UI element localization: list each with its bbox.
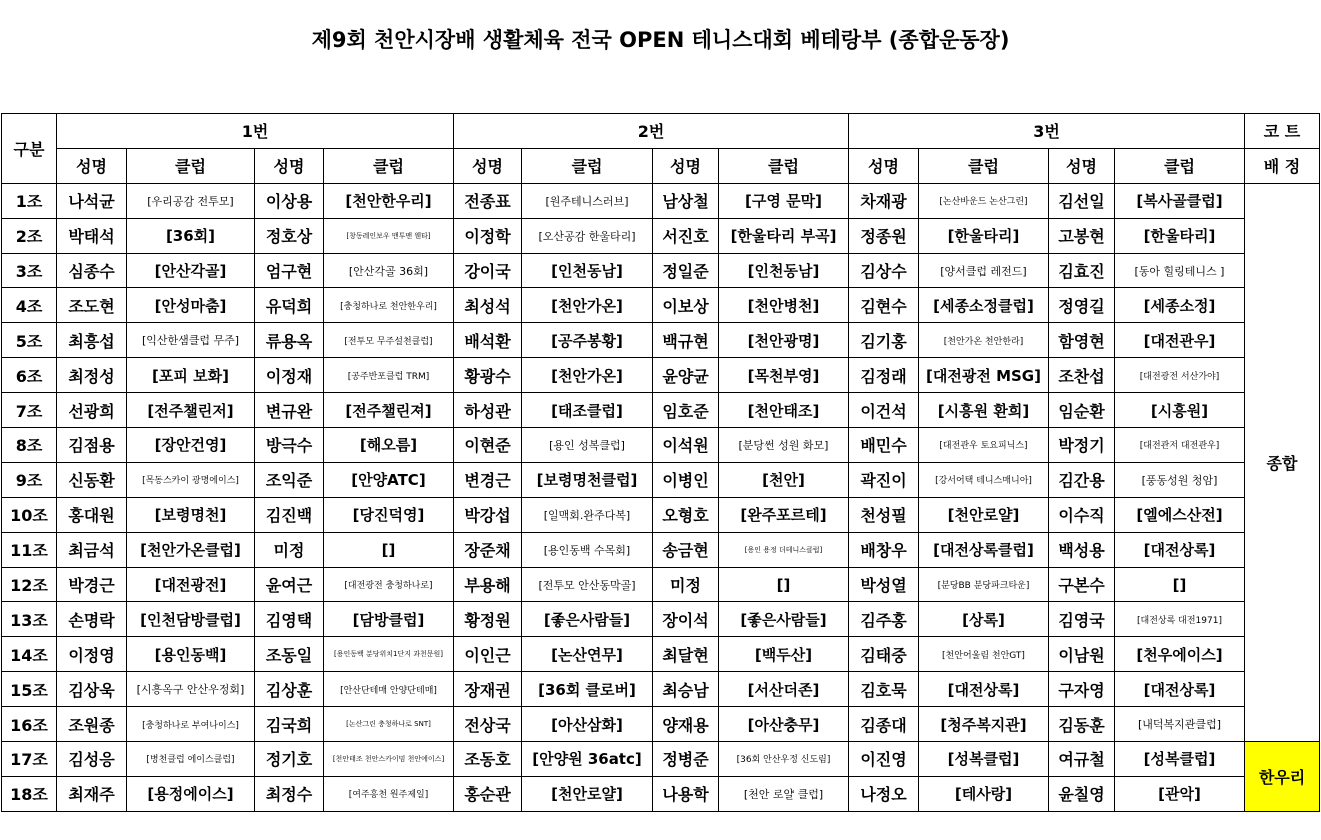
player-name: 김호묵 bbox=[849, 672, 919, 707]
player-name: 여규철 bbox=[1049, 742, 1115, 777]
player-club: [장안건영] bbox=[127, 428, 255, 463]
player-name: 변경근 bbox=[454, 462, 522, 497]
table-row bbox=[2, 532, 1320, 567]
table-row bbox=[2, 637, 1320, 672]
player-name: 정종원 bbox=[849, 218, 919, 253]
player-name: 조찬섭 bbox=[1049, 358, 1115, 393]
table-row bbox=[2, 567, 1320, 602]
player-club: [양서클럽 레전드] bbox=[919, 253, 1049, 288]
player-club: [시흥원] bbox=[1115, 393, 1245, 428]
player-name: 이정영 bbox=[57, 637, 127, 672]
player-name: 조동일 bbox=[255, 637, 324, 672]
player-name: 남상철 bbox=[653, 183, 719, 218]
table-row bbox=[2, 253, 1320, 288]
player-name: 배창우 bbox=[849, 532, 919, 567]
player-club: [완주포르테] bbox=[719, 497, 849, 532]
player-club: [전투모 안산동막골] bbox=[522, 567, 653, 602]
player-club: [담방클럽] bbox=[324, 602, 454, 637]
player-club: [천안병천] bbox=[719, 288, 849, 323]
court-header-sub: 배 정 bbox=[1245, 148, 1320, 183]
player-club: [논산바운드 논산그린] bbox=[919, 183, 1049, 218]
player-club: [대전관우 토요피닉스] bbox=[919, 428, 1049, 463]
club-header: 클럽 bbox=[919, 148, 1049, 183]
player-name: 정병준 bbox=[653, 742, 719, 777]
player-name: 황광수 bbox=[454, 358, 522, 393]
player-name: 나정오 bbox=[849, 776, 919, 811]
player-club: [세종소정클럽] bbox=[919, 288, 1049, 323]
player-name: 조익준 bbox=[255, 462, 324, 497]
player-name: 박성열 bbox=[849, 567, 919, 602]
bracket-table bbox=[1, 113, 1320, 812]
table-row bbox=[2, 358, 1320, 393]
player-name: 전상국 bbox=[454, 707, 522, 742]
player-name: 조원종 bbox=[57, 707, 127, 742]
slot-header-1: 1번 bbox=[57, 114, 454, 149]
player-name: 송금현 bbox=[653, 532, 719, 567]
player-name: 미정 bbox=[653, 567, 719, 602]
player-name: 양재용 bbox=[653, 707, 719, 742]
player-name: 김진백 bbox=[255, 497, 324, 532]
group-label: 4조 bbox=[2, 288, 57, 323]
player-club: [용정에이스] bbox=[127, 776, 255, 811]
player-name: 김태중 bbox=[849, 637, 919, 672]
player-club: [좋은사람들] bbox=[719, 602, 849, 637]
player-club: [상록] bbox=[919, 602, 1049, 637]
group-label: 11조 bbox=[2, 532, 57, 567]
player-club: [대전상록클럽] bbox=[919, 532, 1049, 567]
player-club: [천안] bbox=[719, 462, 849, 497]
court-assignment: 종합 bbox=[1245, 183, 1320, 741]
player-name: 정일준 bbox=[653, 253, 719, 288]
group-label: 1조 bbox=[2, 183, 57, 218]
player-name: 함영현 bbox=[1049, 323, 1115, 358]
table-row bbox=[2, 288, 1320, 323]
player-name: 홍순관 bbox=[454, 776, 522, 811]
player-name: 방극수 bbox=[255, 428, 324, 463]
group-label: 9조 bbox=[2, 462, 57, 497]
player-name: 나용학 bbox=[653, 776, 719, 811]
player-name: 심종수 bbox=[57, 253, 127, 288]
player-name: 김주홍 bbox=[849, 602, 919, 637]
player-club: [천안태조] bbox=[719, 393, 849, 428]
player-name: 나석균 bbox=[57, 183, 127, 218]
player-club: [아산충무] bbox=[719, 707, 849, 742]
player-name: 유덕희 bbox=[255, 288, 324, 323]
player-name: 백성용 bbox=[1049, 532, 1115, 567]
player-club: [용인 성복클럽] bbox=[522, 428, 653, 463]
table-row bbox=[2, 428, 1320, 463]
player-club: [천안가온클럽] bbox=[127, 532, 255, 567]
group-label: 5조 bbox=[2, 323, 57, 358]
player-club: [충청하나로 천안한우리] bbox=[324, 288, 454, 323]
table-row bbox=[2, 672, 1320, 707]
group-label: 14조 bbox=[2, 637, 57, 672]
player-name: 이건석 bbox=[849, 393, 919, 428]
player-club: [논산그린 충청하나로 SNT] bbox=[324, 707, 454, 742]
player-club: [36회 안산우정 신도림] bbox=[719, 742, 849, 777]
player-club: [청주복지관] bbox=[919, 707, 1049, 742]
player-club: [36회] bbox=[127, 218, 255, 253]
name-header: 성명 bbox=[849, 148, 919, 183]
player-club: [천안가온] bbox=[522, 288, 653, 323]
player-club: [대전관저 대전관우] bbox=[1115, 428, 1245, 463]
player-name: 홍대원 bbox=[57, 497, 127, 532]
group-label: 2조 bbox=[2, 218, 57, 253]
player-name: 배민수 bbox=[849, 428, 919, 463]
player-name: 구본수 bbox=[1049, 567, 1115, 602]
player-club: [보령명천클럽] bbox=[522, 462, 653, 497]
player-name: 임호준 bbox=[653, 393, 719, 428]
group-label: 15조 bbox=[2, 672, 57, 707]
player-club: [천안광명] bbox=[719, 323, 849, 358]
player-club: [대전상록 대전1971] bbox=[1115, 602, 1245, 637]
player-name: 이보상 bbox=[653, 288, 719, 323]
player-club: [대전상록] bbox=[919, 672, 1049, 707]
player-club: [테사랑] bbox=[919, 776, 1049, 811]
table-row bbox=[2, 393, 1320, 428]
player-club: [충청하나로 부여나이스] bbox=[127, 707, 255, 742]
group-label: 3조 bbox=[2, 253, 57, 288]
player-club: [분당BB 분당파크타운] bbox=[919, 567, 1049, 602]
player-name: 하성관 bbox=[454, 393, 522, 428]
court-header: 코 트 bbox=[1245, 114, 1320, 149]
player-name: 김영택 bbox=[255, 602, 324, 637]
table-row bbox=[2, 742, 1320, 777]
player-name: 김상욱 bbox=[57, 672, 127, 707]
player-name: 정영길 bbox=[1049, 288, 1115, 323]
player-name: 김상수 bbox=[849, 253, 919, 288]
player-name: 이인근 bbox=[454, 637, 522, 672]
group-label: 16조 bbox=[2, 707, 57, 742]
player-name: 김간용 bbox=[1049, 462, 1115, 497]
player-club: [안산각골] bbox=[127, 253, 255, 288]
player-club: [성복클럽] bbox=[919, 742, 1049, 777]
player-club: [용인동백] bbox=[127, 637, 255, 672]
player-name: 최흥섭 bbox=[57, 323, 127, 358]
player-club: [인천동남] bbox=[522, 253, 653, 288]
player-club: [천안어울림 천안GT] bbox=[919, 637, 1049, 672]
player-club: [] bbox=[1115, 567, 1245, 602]
player-club: [안양원 36atc] bbox=[522, 742, 653, 777]
player-name: 손명락 bbox=[57, 602, 127, 637]
player-name: 윤여근 bbox=[255, 567, 324, 602]
player-club: [대전관우] bbox=[1115, 323, 1245, 358]
player-club: [강서어택 테니스매니아] bbox=[919, 462, 1049, 497]
club-header: 클럽 bbox=[1115, 148, 1245, 183]
player-club: [대전광전 MSG] bbox=[919, 358, 1049, 393]
player-club: [목동스카이 광명에이스] bbox=[127, 462, 255, 497]
player-club: [천안로얄] bbox=[522, 776, 653, 811]
player-name: 박경근 bbox=[57, 567, 127, 602]
player-name: 윤칠영 bbox=[1049, 776, 1115, 811]
player-name: 김기홍 bbox=[849, 323, 919, 358]
player-name: 서진호 bbox=[653, 218, 719, 253]
player-name: 최재주 bbox=[57, 776, 127, 811]
player-club: [병천클럽 에이스클럽] bbox=[127, 742, 255, 777]
group-label: 7조 bbox=[2, 393, 57, 428]
player-name: 류용옥 bbox=[255, 323, 324, 358]
club-header: 클럽 bbox=[324, 148, 454, 183]
player-name: 이석원 bbox=[653, 428, 719, 463]
group-label: 6조 bbox=[2, 358, 57, 393]
player-name: 이정재 bbox=[255, 358, 324, 393]
player-club: [목천부영] bbox=[719, 358, 849, 393]
player-club: [보령명천] bbox=[127, 497, 255, 532]
player-club: [한울타리] bbox=[919, 218, 1049, 253]
player-club: [서산더존] bbox=[719, 672, 849, 707]
player-name: 최달현 bbox=[653, 637, 719, 672]
group-header: 구분 bbox=[2, 114, 57, 184]
player-club: [당진덕영] bbox=[324, 497, 454, 532]
player-name: 장이석 bbox=[653, 602, 719, 637]
player-club: [전투모 무주설천클럽] bbox=[324, 323, 454, 358]
player-name: 김효진 bbox=[1049, 253, 1115, 288]
table-row bbox=[2, 776, 1320, 811]
player-club: [용인동백 수목회] bbox=[522, 532, 653, 567]
player-club: [백두산] bbox=[719, 637, 849, 672]
name-header: 성명 bbox=[255, 148, 324, 183]
player-name: 박정기 bbox=[1049, 428, 1115, 463]
player-club: [] bbox=[324, 532, 454, 567]
player-club: [천안로얄] bbox=[919, 497, 1049, 532]
player-name: 고봉현 bbox=[1049, 218, 1115, 253]
player-club: [천안 로얄 클럽] bbox=[719, 776, 849, 811]
table-row bbox=[2, 462, 1320, 497]
page-title: 제9회 천안시장배 생활체육 전국 OPEN 테니스대회 베테랑부 (종합운동장) bbox=[311, 28, 1010, 52]
player-club: [공주반포클럽 TRM] bbox=[324, 358, 454, 393]
player-club: [대전광전 충청하나로] bbox=[324, 567, 454, 602]
player-name: 배석환 bbox=[454, 323, 522, 358]
player-name: 박강섭 bbox=[454, 497, 522, 532]
player-name: 김점용 bbox=[57, 428, 127, 463]
player-name: 김선일 bbox=[1049, 183, 1115, 218]
group-label: 12조 bbox=[2, 567, 57, 602]
player-club: [용인동백 분당위치1단지 과천문원] bbox=[324, 637, 454, 672]
player-club: [세종소정] bbox=[1115, 288, 1245, 323]
player-name: 김영국 bbox=[1049, 602, 1115, 637]
player-name: 이진영 bbox=[849, 742, 919, 777]
player-name: 윤양균 bbox=[653, 358, 719, 393]
player-club: [익산한샘클럽 무주] bbox=[127, 323, 255, 358]
player-club: [관악] bbox=[1115, 776, 1245, 811]
club-header: 클럽 bbox=[719, 148, 849, 183]
player-name: 조동호 bbox=[454, 742, 522, 777]
player-name: 오형호 bbox=[653, 497, 719, 532]
player-name: 조도현 bbox=[57, 288, 127, 323]
player-name: 전종표 bbox=[454, 183, 522, 218]
player-name: 이병인 bbox=[653, 462, 719, 497]
player-club: [대전상록] bbox=[1115, 672, 1245, 707]
player-club: [해오름] bbox=[324, 428, 454, 463]
player-club: [엘에스산전] bbox=[1115, 497, 1245, 532]
player-club: [36회 클로버] bbox=[522, 672, 653, 707]
player-club: [안성마춤] bbox=[127, 288, 255, 323]
player-club: [원주테니스러브] bbox=[522, 183, 653, 218]
player-club: [성복클럽] bbox=[1115, 742, 1245, 777]
player-club: [전주챌린저] bbox=[127, 393, 255, 428]
player-name: 구자영 bbox=[1049, 672, 1115, 707]
player-club: [분당썬 성원 화모] bbox=[719, 428, 849, 463]
group-label: 17조 bbox=[2, 742, 57, 777]
player-name: 최승남 bbox=[653, 672, 719, 707]
player-name: 이현준 bbox=[454, 428, 522, 463]
player-club: [한울타리] bbox=[1115, 218, 1245, 253]
player-club: [우리공감 전투모] bbox=[127, 183, 255, 218]
player-club: [인천담방클럽] bbox=[127, 602, 255, 637]
player-club: [구영 문막] bbox=[719, 183, 849, 218]
player-club: [대전상록] bbox=[1115, 532, 1245, 567]
player-club: [안산단테매 안양단테매] bbox=[324, 672, 454, 707]
player-name: 변규완 bbox=[255, 393, 324, 428]
player-club: [용인 용정 더테니스클럽] bbox=[719, 532, 849, 567]
club-header: 클럽 bbox=[127, 148, 255, 183]
player-name: 이남원 bbox=[1049, 637, 1115, 672]
player-name: 최성석 bbox=[454, 288, 522, 323]
player-club: [천안가온] bbox=[522, 358, 653, 393]
name-header: 성명 bbox=[57, 148, 127, 183]
player-name: 정호상 bbox=[255, 218, 324, 253]
player-name: 김상훈 bbox=[255, 672, 324, 707]
player-name: 황정원 bbox=[454, 602, 522, 637]
player-club: [풍동성원 청암] bbox=[1115, 462, 1245, 497]
player-club: [천우에이스] bbox=[1115, 637, 1245, 672]
name-header: 성명 bbox=[1049, 148, 1115, 183]
player-name: 박태석 bbox=[57, 218, 127, 253]
player-club: [시흥원 환희] bbox=[919, 393, 1049, 428]
player-name: 이수직 bbox=[1049, 497, 1115, 532]
player-name: 신동환 bbox=[57, 462, 127, 497]
player-club: [공주봉황] bbox=[522, 323, 653, 358]
club-header: 클럽 bbox=[522, 148, 653, 183]
player-name: 김국희 bbox=[255, 707, 324, 742]
player-name: 미정 bbox=[255, 532, 324, 567]
player-club: [좋은사람들] bbox=[522, 602, 653, 637]
name-header: 성명 bbox=[454, 148, 522, 183]
player-club: [일맥회.완주다복] bbox=[522, 497, 653, 532]
player-name: 곽진이 bbox=[849, 462, 919, 497]
player-name: 정기호 bbox=[255, 742, 324, 777]
court-assignment-highlight: 한우리 bbox=[1245, 742, 1320, 812]
player-club: [내덕복지관클럽] bbox=[1115, 707, 1245, 742]
slot-header-2: 2번 bbox=[454, 114, 849, 149]
player-name: 부용해 bbox=[454, 567, 522, 602]
group-label: 8조 bbox=[2, 428, 57, 463]
player-club: [태조클럽] bbox=[522, 393, 653, 428]
table-row bbox=[2, 323, 1320, 358]
player-name: 천성필 bbox=[849, 497, 919, 532]
player-club: [안산각골 36회] bbox=[324, 253, 454, 288]
player-club: [인천동남] bbox=[719, 253, 849, 288]
player-name: 장재권 bbox=[454, 672, 522, 707]
slot-header-3: 3번 bbox=[849, 114, 1245, 149]
player-club: [아산삼화] bbox=[522, 707, 653, 742]
player-name: 강이국 bbox=[454, 253, 522, 288]
table-row bbox=[2, 183, 1320, 218]
player-club: [대전광전] bbox=[127, 567, 255, 602]
player-club: [복사골클럽] bbox=[1115, 183, 1245, 218]
player-club: [여주흥천 원주제일] bbox=[324, 776, 454, 811]
group-label: 18조 bbox=[2, 776, 57, 811]
player-club: [한울타리 부곡] bbox=[719, 218, 849, 253]
group-label: 13조 bbox=[2, 602, 57, 637]
player-name: 김동훈 bbox=[1049, 707, 1115, 742]
player-club: [] bbox=[719, 567, 849, 602]
player-club: [대전광전 서산가야] bbox=[1115, 358, 1245, 393]
player-name: 이정학 bbox=[454, 218, 522, 253]
player-name: 엄구현 bbox=[255, 253, 324, 288]
table-row bbox=[2, 497, 1320, 532]
player-club: [시흥옥구 안산우정회] bbox=[127, 672, 255, 707]
player-club: [안양ATC] bbox=[324, 462, 454, 497]
player-name: 백규현 bbox=[653, 323, 719, 358]
player-name: 장준채 bbox=[454, 532, 522, 567]
player-club: [포피 보화] bbox=[127, 358, 255, 393]
player-name: 최정수 bbox=[255, 776, 324, 811]
group-label: 10조 bbox=[2, 497, 57, 532]
player-name: 이상용 bbox=[255, 183, 324, 218]
player-name: 김종대 bbox=[849, 707, 919, 742]
player-club: [전주챌린져] bbox=[324, 393, 454, 428]
table-row bbox=[2, 602, 1320, 637]
player-name: 김성응 bbox=[57, 742, 127, 777]
player-club: [천안한우리] bbox=[324, 183, 454, 218]
player-name: 선광희 bbox=[57, 393, 127, 428]
player-club: [오산공감 한울타리] bbox=[522, 218, 653, 253]
player-name: 최금석 bbox=[57, 532, 127, 567]
player-club: [천안태조 천안스카이밈 천안에이스] bbox=[324, 742, 454, 777]
player-club: [천안가온 천안한라] bbox=[919, 323, 1049, 358]
player-club: [논산연무] bbox=[522, 637, 653, 672]
name-header: 성명 bbox=[653, 148, 719, 183]
player-name: 김현수 bbox=[849, 288, 919, 323]
table-row bbox=[2, 707, 1320, 742]
player-name: 김정래 bbox=[849, 358, 919, 393]
player-name: 임순환 bbox=[1049, 393, 1115, 428]
player-name: 최정성 bbox=[57, 358, 127, 393]
table-row bbox=[2, 218, 1320, 253]
player-club: [창동레인보우 맨투맨 웬타] bbox=[324, 218, 454, 253]
player-club: [동아 힐링테니스 ] bbox=[1115, 253, 1245, 288]
player-name: 차재광 bbox=[849, 183, 919, 218]
